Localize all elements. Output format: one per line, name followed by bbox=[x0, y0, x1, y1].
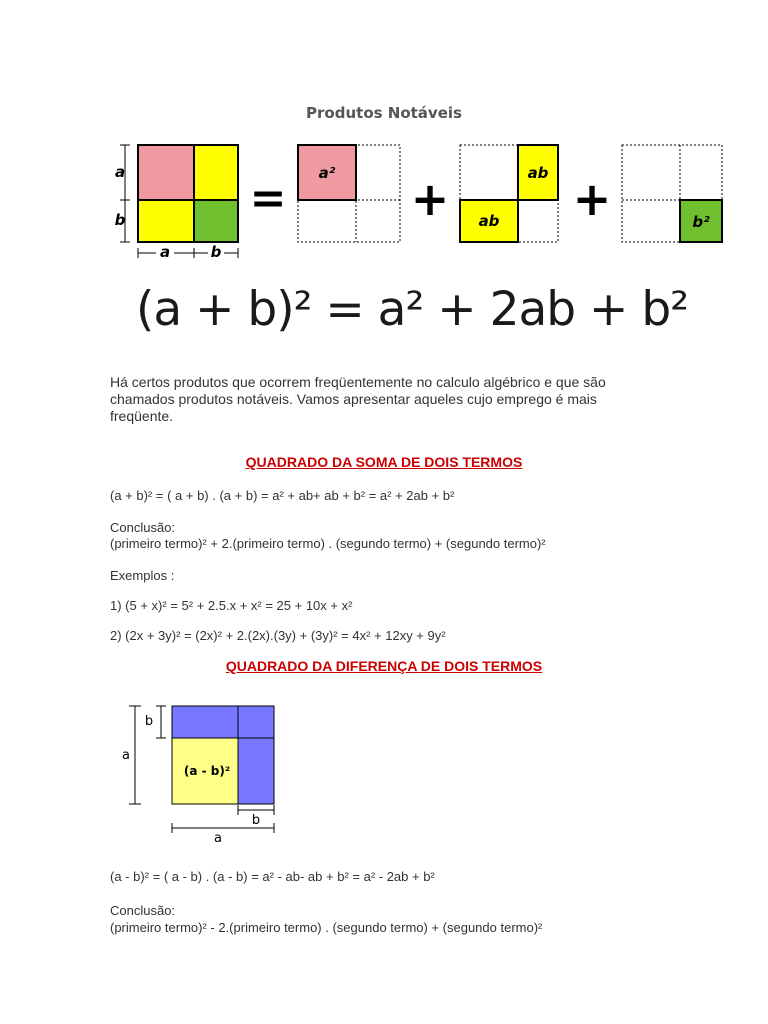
diff-label-a-vertical: a bbox=[122, 748, 130, 763]
difference-conclusion: (primeiro termo)² - 2.(primeiro termo) . (segundo termo) + (segundo termo)² bbox=[110, 920, 543, 935]
plus-sign-2: + bbox=[572, 172, 612, 226]
difference-identity: (a - b)² = ( a - b) . (a - b) = a² - ab- ab + b² = a² - 2ab + b² bbox=[110, 869, 435, 884]
sum-conclusion: (primeiro termo)² + 2.(primeiro termo) . (segundo termo) + (segundo termo)² bbox=[110, 536, 546, 551]
diff-label-a-horizontal: a bbox=[214, 831, 222, 846]
sum-square-figure bbox=[110, 135, 730, 265]
equals-sign: = bbox=[249, 173, 287, 224]
square-ab-top bbox=[194, 145, 238, 200]
difference-square-figure bbox=[115, 698, 290, 846]
label-ab-top: ab bbox=[527, 164, 549, 182]
figure-title: Produtos Notáveis bbox=[306, 104, 462, 122]
diff-center-label: (a - b)² bbox=[183, 764, 231, 778]
intro-paragraph: Há certos produtos que ocorrem freqüentemente no calculo algébrico e que são chamados produtos notáveis. Vamos apresentar aqueles cujo emprego é mais freqüente. bbox=[110, 374, 606, 424]
sum-identity: (a + b)² = ( a + b) . (a + b) = a² + ab+ ab + b² = a² + 2ab + b² bbox=[110, 488, 455, 503]
difference-conclusion-label: Conclusão: bbox=[110, 903, 176, 918]
diff-label-b-vertical: b bbox=[144, 714, 154, 729]
example-2: 2) (2x + 3y)² = (2x)² + 2.(2x).(3y) + (3y)² = 4x² + 12xy + 9y² bbox=[110, 628, 446, 643]
plus-sign-1: + bbox=[410, 172, 450, 226]
section-heading-difference: QUADRADO DA DIFERENÇA DE DOIS TERMOS bbox=[225, 658, 543, 674]
sum-conclusion-label: Conclusão: bbox=[110, 520, 176, 535]
label-a2: a² bbox=[318, 164, 336, 182]
section-heading-sum: QUADRADO DA SOMA DE DOIS TERMOS bbox=[245, 454, 523, 470]
label-a-vertical: a bbox=[114, 163, 126, 181]
square-ab-bottom bbox=[138, 200, 194, 242]
square-a2 bbox=[138, 145, 194, 200]
label-a-horizontal: a bbox=[159, 243, 171, 261]
example-1: 1) (5 + x)² = 5² + 2.5.x + x² = 25 + 10x + x² bbox=[110, 598, 353, 613]
label-ab-bottom: ab bbox=[478, 212, 500, 230]
label-b-horizontal: b bbox=[210, 243, 222, 261]
diff-label-b-horizontal: b bbox=[251, 813, 261, 828]
square-b2 bbox=[194, 200, 238, 242]
label-b-vertical: b bbox=[114, 211, 126, 229]
examples-label: Exemplos : bbox=[110, 568, 175, 583]
label-b2: b² bbox=[692, 213, 710, 231]
diff-right-band bbox=[238, 706, 274, 804]
sum-square-formula: (a + b)² = a² + 2ab + b² bbox=[136, 282, 689, 337]
